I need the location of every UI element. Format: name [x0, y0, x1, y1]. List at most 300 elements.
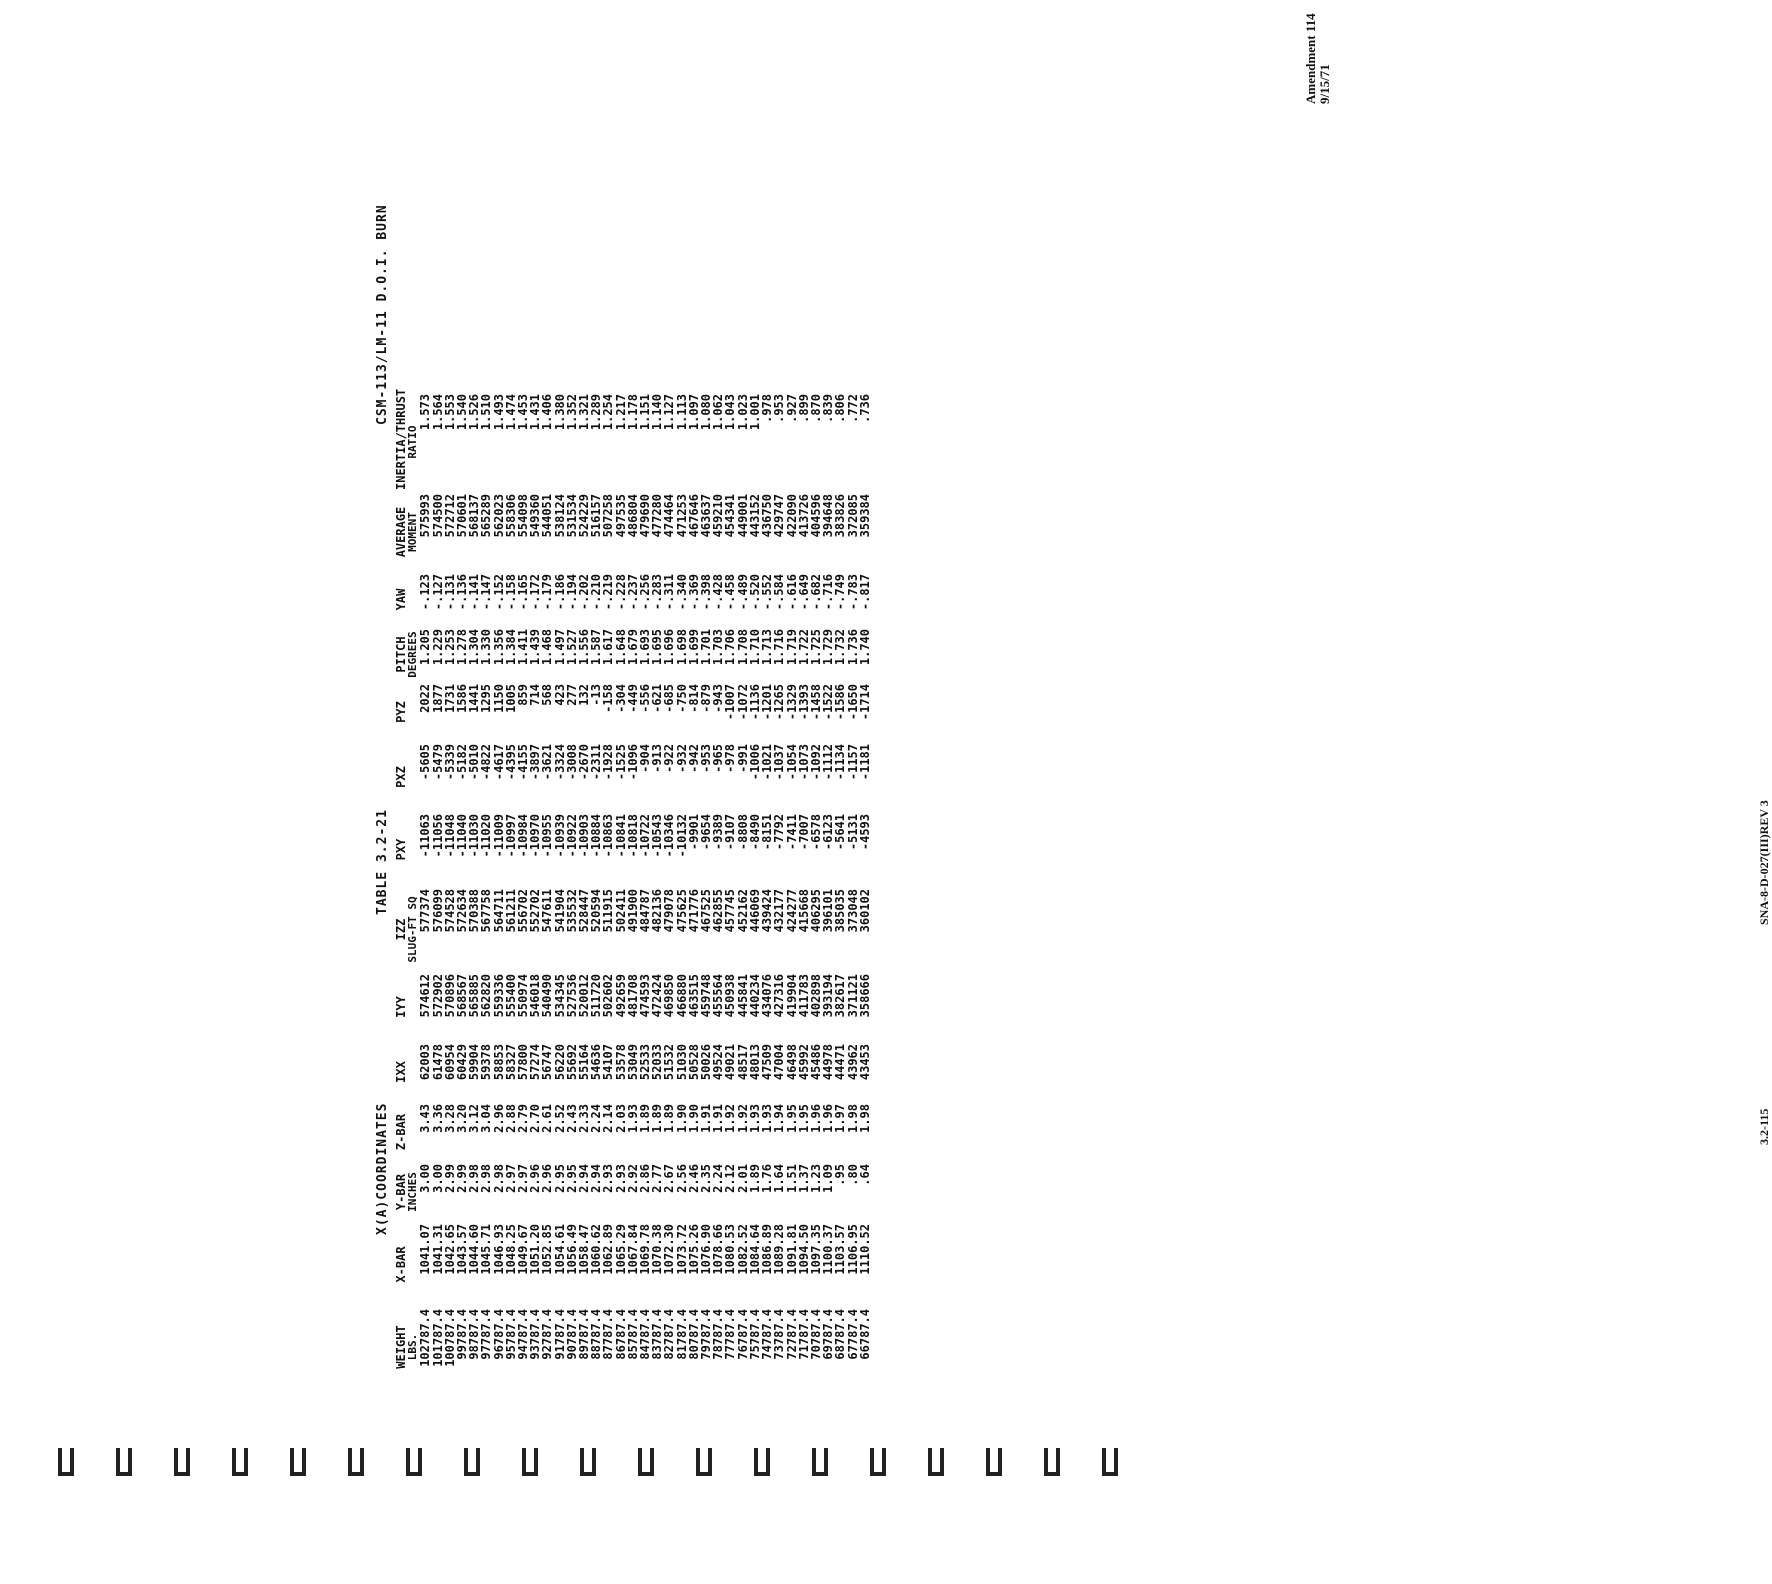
table-cell: 373048	[845, 889, 860, 933]
table-cell: 1.178	[625, 394, 640, 431]
table-cell: 83787.4	[650, 1309, 665, 1360]
table-cell: -.127	[430, 574, 445, 611]
table-cell: -11020	[479, 814, 494, 858]
table-cell: 482136	[650, 889, 665, 933]
table-cell: 463637	[699, 494, 714, 538]
scan-mark	[1102, 1448, 1118, 1476]
table-cell: 2.99	[455, 1164, 470, 1193]
table-cell: 1.411	[516, 629, 531, 666]
table-cell: 97787.4	[479, 1309, 494, 1360]
table-cell: -.210	[589, 574, 604, 611]
table-cell: 70787.4	[808, 1309, 823, 1360]
table-cell: -965	[711, 744, 726, 773]
column-unit: RATIO	[406, 425, 420, 459]
table-cell: 94787.4	[516, 1309, 531, 1360]
table-cell: 2.93	[601, 1164, 616, 1193]
table-cell: 86787.4	[613, 1309, 628, 1360]
table-cell: 1.023	[735, 394, 750, 431]
table-cell: 524229	[577, 494, 592, 538]
table-cell: 1.352	[564, 394, 579, 431]
table-cell: -10997	[503, 814, 518, 858]
table-cell: 1054.61	[552, 1224, 567, 1275]
table-cell: 576099	[430, 889, 445, 933]
table-cell: -991	[735, 744, 750, 773]
table-cell: 55692	[564, 1044, 579, 1081]
table-cell: -.186	[552, 574, 567, 611]
table-cell: 1076.90	[699, 1224, 714, 1275]
table-cell: 77787.4	[723, 1309, 738, 1360]
table-cell: 372085	[845, 494, 860, 538]
table-cell: 2.95	[564, 1164, 579, 1193]
table-cell: -.131	[442, 574, 457, 611]
scan-mark	[58, 1448, 74, 1476]
column-header: Y-BAR	[394, 1173, 408, 1211]
table-cell: 1072.30	[662, 1224, 677, 1275]
table-cell: 1.701	[699, 629, 714, 666]
table-cell: 2.56	[674, 1164, 689, 1193]
table-cell: 2.97	[516, 1164, 531, 1193]
table-cell: -4593	[857, 814, 872, 851]
table-cell: 454341	[723, 494, 738, 538]
table-cell: -5182	[455, 744, 470, 781]
table-cell: 1005	[503, 684, 518, 713]
table-cell: 544051	[540, 494, 555, 538]
table-cell: -1006	[747, 744, 762, 781]
table-cell: -814	[686, 684, 701, 713]
table-cell: 2.96	[540, 1164, 555, 1193]
table-cell: 78787.4	[711, 1309, 726, 1360]
table-cell: 49524	[711, 1044, 726, 1081]
table-cell: 574500	[430, 494, 445, 538]
table-cell: 450938	[723, 974, 738, 1018]
table-cell: 1.380	[552, 394, 567, 431]
amendment-number: Amendment 114	[1303, 13, 1318, 104]
scan-mark	[986, 1448, 1002, 1476]
scan-mark	[1044, 1448, 1060, 1476]
table-cell: 547611	[540, 889, 555, 933]
table-cell: 2.33	[577, 1104, 592, 1133]
table-cell: 1.89	[747, 1164, 762, 1193]
table-cell: 1.93	[625, 1104, 640, 1133]
table-cell: 1046.93	[491, 1224, 506, 1275]
table-cell: -.194	[564, 574, 579, 611]
table-cell: 2.24	[589, 1104, 604, 1133]
table-cell: -932	[674, 744, 689, 773]
table-cell: -943	[711, 684, 726, 713]
table-cell: 67787.4	[845, 1309, 860, 1360]
scan-mark	[406, 1448, 422, 1476]
table-cell: -.311	[662, 574, 677, 611]
table-cell: 1.648	[613, 629, 628, 666]
table-cell: 502602	[601, 974, 616, 1018]
table-cell: 61478	[430, 1044, 445, 1081]
table-cell: .80	[845, 1164, 860, 1186]
table-cell: .95	[833, 1164, 848, 1186]
table-cell: 99787.4	[455, 1309, 470, 1360]
table-cell: -.219	[601, 574, 616, 611]
table-cell: -953	[699, 744, 714, 773]
table-cell: 382617	[833, 974, 848, 1018]
table-cell: 541904	[552, 889, 567, 933]
table-cell: 2.97	[503, 1164, 518, 1193]
table-cell: 385035	[833, 889, 848, 933]
table-cell: 1084.64	[747, 1224, 762, 1275]
table-cell: -.749	[833, 574, 848, 611]
table-cell: 68787.4	[833, 1309, 848, 1360]
column-header: INERTIA/THRUST	[394, 388, 408, 490]
table-cell: 89787.4	[577, 1309, 592, 1360]
table-cell: 1.127	[662, 394, 677, 431]
table-cell: 1.91	[699, 1104, 714, 1133]
table-cell: 1.91	[711, 1104, 726, 1133]
table-cell: 73787.4	[772, 1309, 787, 1360]
table-cell: -1112	[821, 744, 836, 781]
table-cell: -8490	[747, 814, 762, 851]
table-cell: 572634	[455, 889, 470, 933]
table-cell: 1.587	[589, 629, 604, 666]
table-cell: -1037	[772, 744, 787, 781]
table-cell: 2.94	[589, 1164, 604, 1193]
table-cell: -1157	[845, 744, 860, 781]
table-cell: 1731	[442, 684, 457, 713]
table-cell: -5641	[833, 814, 848, 851]
table-cell: 528447	[577, 889, 592, 933]
table-cell: 57800	[516, 1044, 531, 1081]
table-cell: 446069	[747, 889, 762, 933]
table-cell: -750	[674, 684, 689, 713]
table-cell: 84787.4	[638, 1309, 653, 1360]
table-cell: 1.51	[784, 1164, 799, 1193]
table-cell: -10884	[589, 814, 604, 858]
table-cell: -3621	[540, 744, 555, 781]
table-cell: -1096	[625, 744, 640, 781]
table-cell: 1.09	[821, 1164, 836, 1193]
table-cell: 531534	[564, 494, 579, 538]
table-cell: 568137	[467, 494, 482, 538]
table-cell: -11009	[491, 814, 506, 858]
table-cell: 2.52	[552, 1104, 567, 1133]
table-cell: -1072	[735, 684, 750, 721]
table-cell: 71787.4	[796, 1309, 811, 1360]
table-cell: 1041.31	[430, 1224, 445, 1275]
table-cell: -.283	[650, 574, 665, 611]
table-cell: 98787.4	[467, 1309, 482, 1360]
table-cell: 1.696	[662, 629, 677, 666]
table-cell: -1586	[833, 684, 848, 721]
table-cell: 567758	[479, 889, 494, 933]
table-cell: 2.77	[650, 1164, 665, 1193]
table-cell: 50026	[699, 1044, 714, 1081]
column-header: IZZ	[394, 918, 408, 941]
table-number: TABLE 3.2-21	[375, 809, 390, 915]
table-cell: 561211	[503, 889, 518, 933]
table-cell: 1.564	[430, 394, 445, 431]
table-cell: 48517	[735, 1044, 750, 1081]
table-cell: -.136	[455, 574, 470, 611]
table-cell: -10132	[674, 814, 689, 858]
table-cell: -1201	[760, 684, 775, 721]
table-cell: -.237	[625, 574, 640, 611]
table-cell: 440234	[747, 974, 762, 1018]
table-cell: -1265	[772, 684, 787, 721]
table-cell: 568567	[455, 974, 470, 1018]
table-cell: 556702	[516, 889, 531, 933]
table-cell: 1045.71	[479, 1224, 494, 1275]
table-cell: 1.722	[796, 629, 811, 666]
table-cell: 396101	[821, 889, 836, 933]
table-cell: 1.96	[821, 1104, 836, 1133]
table-cell: 1.431	[528, 394, 543, 431]
table-cell: 1586	[455, 684, 470, 713]
table-cell: 1.23	[808, 1164, 823, 1193]
table-cell: -4395	[503, 744, 518, 781]
table-cell: 1.695	[650, 629, 665, 666]
table-cell: 2.35	[699, 1164, 714, 1193]
table-cell: 1.92	[723, 1104, 738, 1133]
table-cell: 58327	[503, 1044, 518, 1081]
table-cell: -.256	[638, 574, 653, 611]
table-cell: -304	[613, 684, 628, 713]
table-cell: 1.330	[479, 629, 494, 666]
table-cell: -5339	[442, 744, 457, 781]
table-cell: -.616	[784, 574, 799, 611]
table-cell: 1.732	[833, 629, 848, 666]
table-cell: -5010	[467, 744, 482, 781]
table-cell: 1075.26	[686, 1224, 701, 1275]
table-cell: 558306	[503, 494, 518, 538]
table-cell: 2.79	[516, 1104, 531, 1133]
table-cell: -.141	[467, 574, 482, 611]
table-cell: 59378	[479, 1044, 494, 1081]
table-cell: -13	[589, 684, 604, 706]
table-cell: 3.00	[430, 1164, 445, 1193]
document-id: SNA-8-D-027(III)REV 3	[1757, 800, 1771, 925]
table-cell: 2.98	[479, 1164, 494, 1193]
table-cell: -10543	[650, 814, 665, 858]
table-cell: 69787.4	[821, 1309, 836, 1360]
table-cell: 1.93	[747, 1104, 762, 1133]
table-cell: -.649	[796, 574, 811, 611]
table-cell: 574612	[418, 974, 433, 1018]
table-cell: -1007	[723, 684, 738, 721]
table-cell: 1.699	[686, 629, 701, 666]
table-cell: -449	[625, 684, 640, 713]
scan-edge-marks	[0, 1448, 1220, 1488]
table-cell: 1.729	[821, 629, 836, 666]
column-header: PYZ	[394, 701, 408, 723]
table-cell: 520012	[577, 974, 592, 1018]
table-cell: 3.04	[479, 1104, 494, 1133]
table-cell: -.520	[747, 574, 762, 611]
table-cell: 1.229	[430, 629, 445, 666]
table-cell: .953	[772, 394, 787, 423]
table-cell: 413726	[796, 494, 811, 538]
table-cell: -10939	[552, 814, 567, 858]
table-cell: 577374	[418, 889, 433, 933]
table-cell: 1.080	[699, 394, 714, 431]
table-cell: -9654	[699, 814, 714, 851]
table-cell: 2.95	[552, 1164, 567, 1193]
table-cell: 52033	[650, 1044, 665, 1081]
table-cell: -10818	[625, 814, 640, 858]
table-cell: 52533	[638, 1044, 653, 1081]
table-cell: 432177	[772, 889, 787, 933]
table-cell: 1069.78	[638, 1224, 653, 1275]
table-cell: 535532	[564, 889, 579, 933]
table-cell: 2.93	[613, 1164, 628, 1193]
table-cell: .806	[833, 394, 848, 423]
table-cell: 474464	[662, 494, 677, 538]
table-cell: 49021	[723, 1044, 738, 1081]
table-cell: -.458	[723, 574, 738, 611]
table-cell: 1.94	[772, 1104, 787, 1133]
table-cell: 434076	[760, 974, 775, 1018]
table-cell: 1100.37	[821, 1224, 836, 1275]
table-cell: 443152	[747, 494, 762, 538]
table-cell: -.228	[613, 574, 628, 611]
table-cell: 51030	[674, 1044, 689, 1081]
column-unit: INCHES	[406, 1172, 420, 1212]
table-cell: 1103.57	[833, 1224, 848, 1275]
table-cell: 511720	[589, 974, 604, 1018]
table-cell: -7411	[784, 814, 799, 851]
table-cell: 562820	[479, 974, 494, 1018]
table-cell: -1522	[821, 684, 836, 721]
table-cell: 1.37	[796, 1164, 811, 1193]
table-cell: 1.703	[711, 629, 726, 666]
table-cell: .899	[796, 394, 811, 423]
table-cell: 43962	[845, 1044, 860, 1081]
table-cell: 534345	[552, 974, 567, 1018]
table-cell: .839	[821, 394, 836, 423]
table-cell: -.584	[772, 574, 787, 611]
table-cell: 3.36	[430, 1104, 445, 1133]
table-cell: 1052.85	[540, 1224, 555, 1275]
table-cell: -5131	[845, 814, 860, 851]
table-cell: 474593	[638, 974, 653, 1018]
coordinates-title: X(A)COORDINATES	[375, 1102, 390, 1235]
table-cell: 74787.4	[760, 1309, 775, 1360]
table-cell: 1.89	[638, 1104, 653, 1133]
table-cell: 1089.28	[772, 1224, 787, 1275]
table-cell: 445841	[735, 974, 750, 1018]
table-cell: 436750	[760, 494, 775, 538]
table-cell: 554098	[516, 494, 531, 538]
table-cell: 1.140	[650, 394, 665, 431]
table-cell: 1.98	[845, 1104, 860, 1133]
data-table	[395, 125, 871, 1385]
table-cell: -.158	[503, 574, 518, 611]
table-cell: 479690	[638, 494, 653, 538]
table-cell: 574528	[442, 889, 457, 933]
table-cell: 2.46	[686, 1164, 701, 1193]
table-cell: 1.384	[503, 629, 518, 666]
table-cell: -1458	[808, 684, 823, 721]
table-cell: 520594	[589, 889, 604, 933]
table-cell: 2.98	[467, 1164, 482, 1193]
table-cell: 1.96	[808, 1104, 823, 1133]
scan-mark	[870, 1448, 886, 1476]
table-cell: -1073	[796, 744, 811, 781]
table-cell: -913	[650, 744, 665, 773]
scan-mark	[812, 1448, 828, 1476]
table-cell: -2670	[577, 744, 592, 781]
table-cell: 479078	[662, 889, 677, 933]
table-cell: 87787.4	[601, 1309, 616, 1360]
amendment-date: 9/15/71	[1317, 64, 1332, 104]
table-cell: -10970	[528, 814, 543, 858]
table-cell: 2.70	[528, 1104, 543, 1133]
scan-mark	[348, 1448, 364, 1476]
table-cell: -2311	[589, 744, 604, 781]
page-number: 3.2-115	[1757, 1108, 1771, 1145]
table-cell: 2.88	[503, 1104, 518, 1133]
table-cell: -4617	[491, 744, 506, 781]
table-cell: -9389	[711, 814, 726, 851]
table-cell: 1.321	[577, 394, 592, 431]
table-cell: 1060.62	[589, 1224, 604, 1275]
table-cell: 1078.66	[711, 1224, 726, 1275]
table-cell: 415668	[796, 889, 811, 933]
table-cell: -.165	[516, 574, 531, 611]
table-cell: 1.527	[564, 629, 579, 666]
table-cell: 1065.29	[613, 1224, 628, 1275]
table-cell: 1.497	[552, 629, 567, 666]
table-cell: -.172	[528, 574, 543, 611]
table-cell: 1.097	[686, 394, 701, 431]
table-cell: -10722	[638, 814, 653, 858]
table-cell: 404596	[808, 494, 823, 538]
table-cell: 565885	[467, 974, 482, 1018]
table-cell: 394648	[821, 494, 836, 538]
table-cell: 1.76	[760, 1164, 775, 1193]
table-cell: 85787.4	[625, 1309, 640, 1360]
table-cell: 1.304	[467, 629, 482, 666]
table-cell: 3.20	[455, 1104, 470, 1133]
table-cell: 3.00	[418, 1164, 433, 1193]
table-cell: 48013	[747, 1044, 762, 1081]
table-cell: 1067.84	[625, 1224, 640, 1275]
table-cell: 1.713	[760, 629, 775, 666]
table-cell: 1094.50	[796, 1224, 811, 1275]
table-cell: 1110.52	[857, 1224, 872, 1275]
table-cell: -10984	[516, 814, 531, 858]
table-cell: 2.99	[442, 1164, 457, 1193]
table-cell: 1.95	[796, 1104, 811, 1133]
table-cell: -685	[662, 684, 677, 713]
table-cell: 1.710	[747, 629, 762, 666]
table-cell: 1051.20	[528, 1224, 543, 1275]
table-cell: -5605	[418, 744, 433, 781]
table-cell: 1.617	[601, 629, 616, 666]
table-cell: -10903	[577, 814, 592, 858]
table-cell: 466880	[674, 974, 689, 1018]
table-cell: 1.062	[711, 394, 726, 431]
table-cell: 82787.4	[662, 1309, 677, 1360]
table-cell: 2.98	[491, 1164, 506, 1193]
table-cell: 457745	[723, 889, 738, 933]
table-cell: -.716	[821, 574, 836, 611]
table-cell: 572902	[430, 974, 445, 1018]
table-cell: 1.698	[674, 629, 689, 666]
table-cell: -1092	[808, 744, 823, 781]
table-cell: 383826	[833, 494, 848, 538]
table-cell: .772	[845, 394, 860, 423]
table-cell: -1054	[784, 744, 799, 781]
table-cell: -4822	[479, 744, 494, 781]
table-cell: -1329	[784, 684, 799, 721]
table-cell: .736	[857, 394, 872, 423]
